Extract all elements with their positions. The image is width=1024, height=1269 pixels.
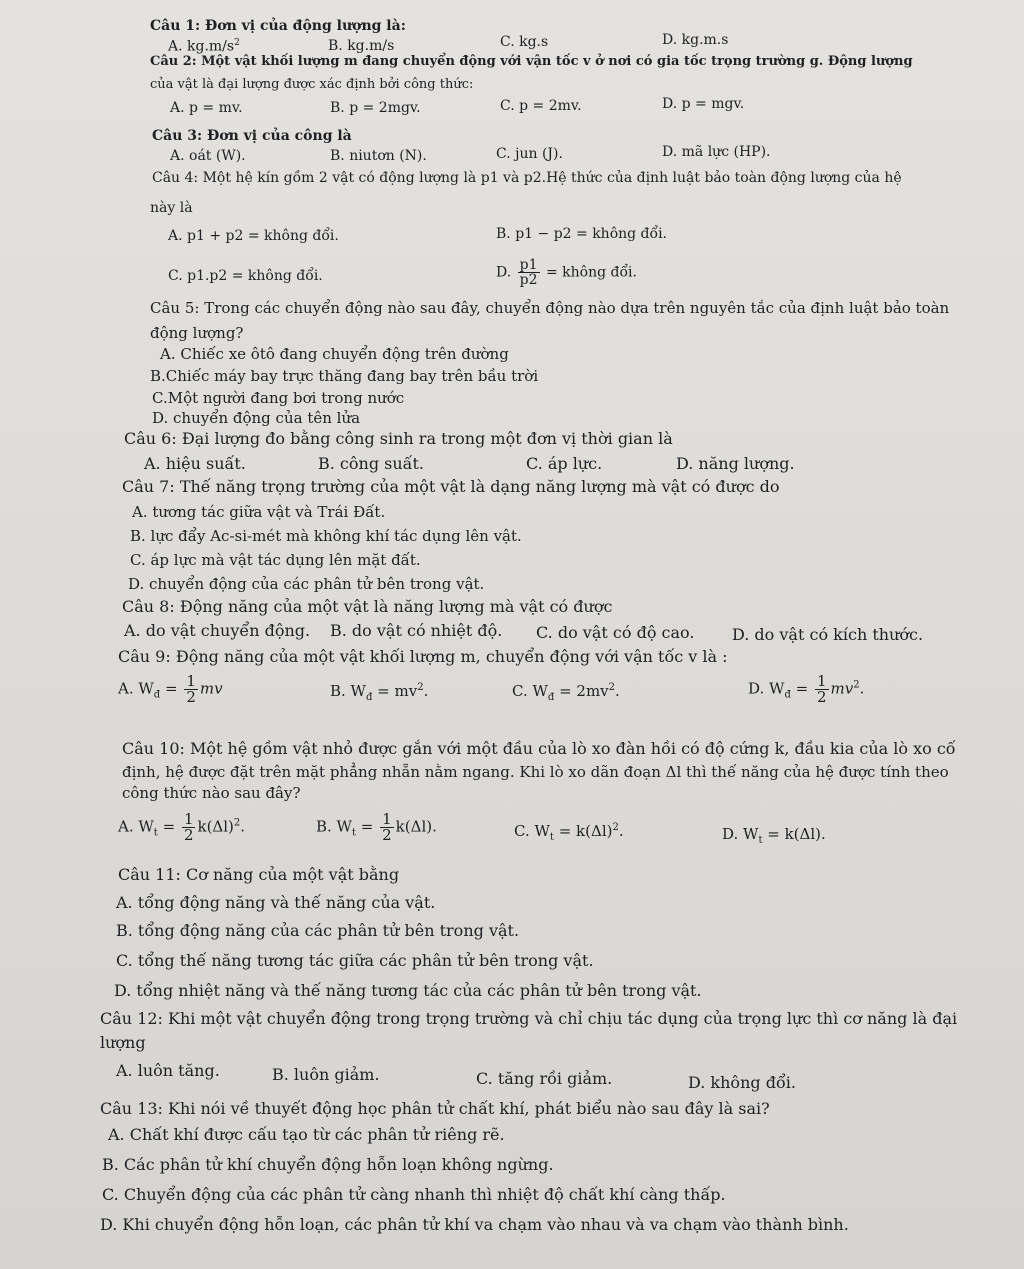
- q9-option-b: B. $W_đ = mv^2$.: [330, 682, 429, 703]
- q13-option-d: D. Khi chuyển động hỗn loạn, các phân tử khí va chạm vào nhau và va chạm vào thành bình.: [100, 1215, 849, 1234]
- q6-stem: Câu 6: Đại lượng đo bằng công sinh ra trong một đơn vị thời gian là: [124, 429, 673, 448]
- q7-option-b: B. lực đẩy Ac-si-mét mà không khí tác dụng lên vật.: [130, 527, 522, 545]
- q8-option-a: A. do vật chuyển động.: [124, 621, 311, 640]
- q4-stem: Câu 4: Một hệ kín gồm 2 vật có động lượng là p1 và p2.Hệ thức của định luật bảo toàn động lượng của hệ: [152, 170, 902, 186]
- q5-stem: Câu 5: Trong các chuyển động nào sau đây, chuyển động nào dựa trên nguyên tắc của định luật bảo toàn: [150, 299, 950, 317]
- q3-option-c: C. jun (J).: [496, 146, 563, 162]
- q7-option-a: A. tương tác giữa vật và Trái Đất.: [132, 503, 386, 521]
- q8-option-b: B. do vật có nhiệt độ.: [330, 621, 503, 640]
- q9-stem: Câu 9: Động năng của một vật khối lượng m, chuyển động với vận tốc v là :: [118, 647, 728, 666]
- q8-stem: Câu 8: Động năng của một vật là năng lượng mà vật có được: [122, 597, 613, 616]
- q2-option-c: C. p = 2mv.: [500, 98, 582, 114]
- q3-stem: Câu 3: Đơn vị của công là: [152, 128, 352, 144]
- q11-option-c: C. tổng thế năng tương tác giữa các phân tử bên trong vật.: [116, 951, 594, 970]
- q9-option-d: D. $W_đ$ = $\frac{1}{2}$ $mv^2$.: [748, 672, 865, 706]
- q1-option-c: C. kg.s: [500, 34, 549, 50]
- q11-stem: Câu 11: Cơ năng của một vật bằng: [118, 865, 400, 884]
- q7-option-c: C. áp lực mà vật tác dụng lên mặt đất.: [130, 551, 421, 569]
- q2-option-d: D. p = mgv.: [662, 96, 745, 112]
- q13-option-b: B. Các phân tử khí chuyển động hỗn loạn không ngừng.: [102, 1155, 554, 1174]
- q2-stem: Câu 2: Một vật khối lượng m đang chuyển động với vận tốc v ở nơi có gia tốc trọng trường g. Động lượng: [150, 54, 913, 69]
- q10-stem-3: công thức nào sau đây?: [122, 784, 301, 802]
- q3-option-a: A. oát (W).: [170, 148, 246, 164]
- q10-option-c: C. $W_t = k(\Delta l)^2$.: [514, 822, 624, 843]
- q12-option-a: A. luôn tăng.: [116, 1061, 220, 1080]
- q13-option-a: A. Chất khí được cấu tạo từ các phân tử riêng rẽ.: [108, 1125, 505, 1144]
- q12-option-b: B. luôn giảm.: [272, 1065, 380, 1084]
- q11-option-d: D. tổng nhiệt năng và thế năng tương tác của các phân tử bên trong vật.: [114, 981, 702, 1000]
- q6-option-b: B. công suất.: [318, 454, 424, 473]
- q1-option-b: B. kg.m/s: [328, 38, 395, 54]
- q10-option-b: B. $W_t$ = $\frac{1}{2}$ k(Δl).: [316, 810, 437, 844]
- q1-option-d: D. kg.m.s: [662, 32, 729, 48]
- q11-option-a: A. tổng động năng và thế năng của vật.: [116, 893, 436, 912]
- q6-option-d: D. năng lượng.: [676, 454, 795, 473]
- q10-option-a: A. $W_t$ = $\frac{1}{2}$ $k(\Delta l)^2$.: [118, 810, 246, 844]
- q5-option-a: A. Chiếc xe ôtô đang chuyển động trên đường: [160, 345, 509, 363]
- q3-option-b: B. niutơn (N).: [330, 148, 427, 164]
- q2-stem-2: của vật là đại lượng được xác định bởi công thức:: [150, 77, 474, 92]
- q7-stem: Câu 7: Thế năng trọng trường của một vật là dạng năng lượng mà vật có được do: [122, 477, 780, 496]
- q5-option-c: C.Một người đang bơi trong nước: [152, 389, 405, 407]
- q4-stem-2: này là: [150, 200, 193, 216]
- q8-option-c: C. do vật có độ cao.: [536, 623, 695, 642]
- q11-option-b: B. tổng động năng của các phân tử bên trong vật.: [116, 921, 520, 940]
- q5-option-d: D. chuyển động của tên lửa: [152, 409, 361, 427]
- q13-option-c: C. Chuyển động của các phân tử càng nhanh thì nhiệt độ chất khí càng thấp.: [102, 1185, 726, 1204]
- q10-stem-2: định, hệ được đặt trên mặt phẳng nhẵn nằm ngang. Khi lò xo dãn đoạn Δl thì thế năng của hệ được tính theo: [122, 763, 949, 781]
- q13-stem: Câu 13: Khi nói về thuyết động học phân tử chất khí, phát biểu nào sau đây là sai?: [100, 1099, 770, 1118]
- q3-option-d: D. mã lực (HP).: [662, 144, 771, 160]
- q6-option-c: C. áp lực.: [526, 454, 603, 473]
- q10-stem: Câu 10: Một hệ gồm vật nhỏ được gắn với một đầu của lò xo đàn hồi có độ cứng k, đầu kia của lò xo cố: [122, 739, 956, 758]
- q2-option-a: A. p = mv.: [170, 100, 243, 116]
- q12-stem-2: lượng: [100, 1033, 146, 1052]
- q4-option-d: D. $\frac{p1}{p2}$ = không đổi.: [496, 257, 637, 288]
- q4-option-b: B. p1 − p2 = không đổi.: [496, 226, 668, 242]
- q10-option-d: D. $W_t = k(\Delta l)$.: [722, 825, 826, 846]
- q4-option-a: A. p1 + p2 = không đổi.: [168, 228, 339, 244]
- q5-option-b: B.Chiếc máy bay trực thăng đang bay trên bầu trời: [150, 367, 539, 385]
- q4-option-c: C. p1.p2 = không đổi.: [168, 268, 323, 284]
- q12-option-d: D. không đổi.: [688, 1073, 796, 1092]
- q7-option-d: D. chuyển động của các phân tử bên trong vật.: [128, 575, 485, 593]
- q12-option-c: C. tăng rồi giảm.: [476, 1069, 613, 1088]
- q1-option-a: A. $kg.m/s^2$: [168, 38, 240, 55]
- q6-option-a: A. hiệu suất.: [144, 454, 246, 473]
- q8-option-d: D. do vật có kích thước.: [732, 625, 924, 644]
- q2-option-b: B. p = 2mgv.: [330, 100, 421, 116]
- q1-stem: Câu 1: Đơn vị của động lượng là:: [150, 18, 406, 34]
- q9-option-a: A. $W_đ$ = $\frac{1}{2}$ mv: [118, 672, 223, 706]
- q9-option-c: C. $W_đ = 2mv^2$.: [512, 682, 620, 703]
- q5-stem-2: động lượng?: [150, 324, 244, 342]
- q12-stem: Câu 12: Khi một vật chuyển động trong trọng trường và chỉ chịu tác dụng của trọng lực thì cơ năng là đại: [100, 1009, 958, 1028]
